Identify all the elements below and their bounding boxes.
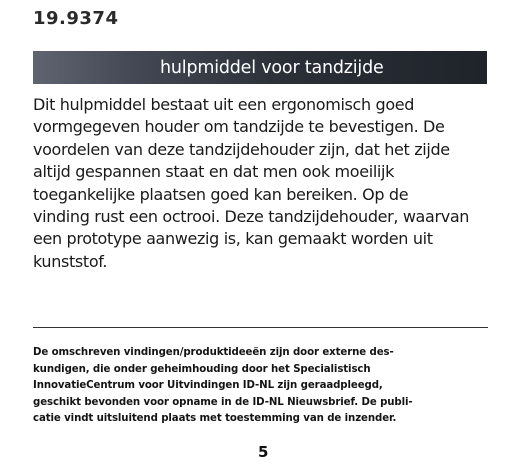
disclaimer-paragraph: [33, 345, 495, 428]
body-line: altijd gespannen staat en dat men ook moeilijk: [33, 162, 395, 182]
body-line: toegankelijke plaatsen goed kan bereiken. Op de: [33, 184, 409, 204]
disclaimer-line: geschikt bevonden voor opname in de ID-NL Nieuwsbrief. De publi-: [33, 396, 413, 408]
document-number: 19.9374: [33, 8, 119, 29]
body-line: een prototype aanwezig is, kan gemaakt worden uit: [33, 229, 433, 249]
disclaimer-line: catie vindt uitsluitend plaats met toestemming van de inzender.: [33, 413, 397, 425]
body-line: voordelen van deze tandzijdehouder zijn, dat het zijde: [33, 139, 450, 159]
body-line: kunststof.: [33, 251, 108, 271]
body-paragraph: [33, 94, 493, 273]
disclaimer-line: kundigen, die onder geheimhouding door het Specialistisch: [33, 363, 371, 375]
body-line: vinding rust een octrooi. Deze tandzijdehouder, waarvan: [33, 207, 470, 227]
disclaimer-line: InnovatieCentrum voor Uitvindingen ID-NL zijn geraadpleegd,: [33, 380, 383, 392]
document-title: hulpmiddel voor tandzijde: [160, 58, 384, 78]
page-number: 5: [258, 443, 269, 461]
section-divider: [33, 327, 488, 328]
body-line: vormgegeven houder om tandzijde te bevestigen. De: [33, 117, 445, 137]
disclaimer-line: De omschreven vindingen/produktideeën zijn door externe des-: [33, 347, 394, 358]
body-line: Dit hulpmiddel bestaat uit een ergonomisch goed: [33, 95, 415, 114]
